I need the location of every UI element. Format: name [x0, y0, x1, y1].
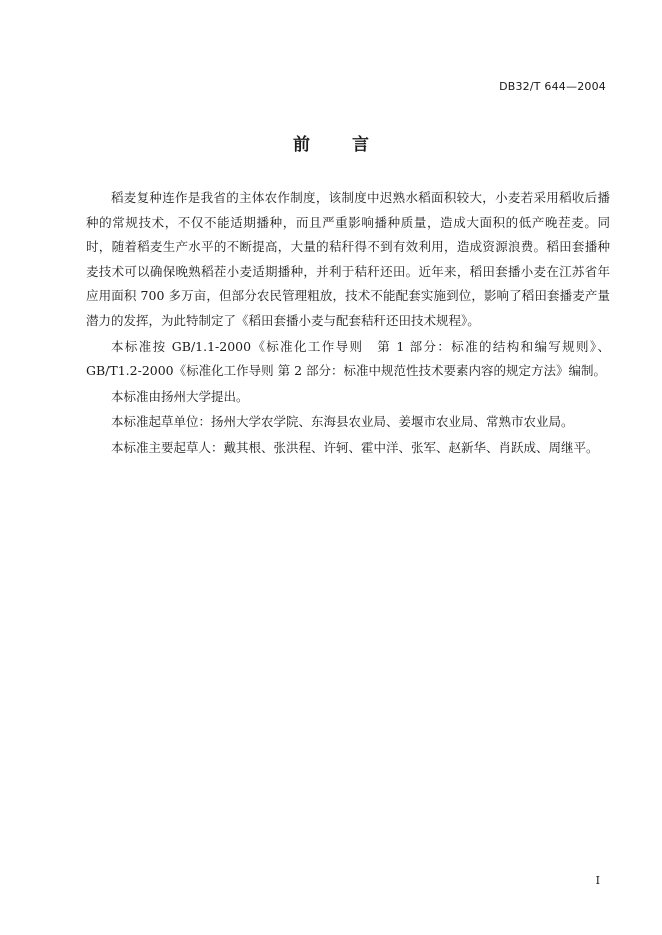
paragraph-drafting-units: 本标准起草单位：扬州大学农学院、东海县农业局、姜堰市农业局、常熟市农业局。	[111, 414, 574, 430]
paragraph-proposer: 本标准由扬州大学提出。	[111, 388, 249, 404]
paragraph-drafting-rules: 本标准按 GB/1.1-2000《标准化工作导则 第 1 部分：标准的结构和编写规则》、GB/T1.2-2000《标准化工作导则 第 2 部分：标准中规范性技术要素内容的规定方法》编制。	[86, 338, 610, 379]
paragraph-background: 稻麦复种连作是我省的主体农作制度，该制度中迟熟水稻面积较大，小麦若采用稻收后播种的常规技术，不仅不能适期播种，而且严重影响播种质量，造成大面积的低产晚茬麦。同时，随着稻麦生产水平的不断提高，大量的秸秆得不到有效利用，造成资源浪费。稻田套播种麦技术可以确保晚熟稻茬小麦适期播种，并利于秸秆还田。近年来，稻田套播小麦在江苏省年应用面积 700 多万亩，但部分农民管理粗放，技术不能配套实施到位，影响了稻田套播麦产量潜力的发挥，为此特制定了《稻田套播小麦与配套秸秆还田技术规程》。	[86, 190, 610, 328]
title-char-2: 言	[352, 135, 369, 155]
paragraph-drafters: 本标准主要起草人：戴其根、张洪程、许轲、霍中洋、张军、赵新华、肖跃成、周继平。	[111, 439, 599, 455]
page-title	[0, 130, 662, 155]
foreword-body	[86, 186, 610, 461]
document-code: DB32/T 644—2004	[499, 80, 606, 93]
title-char-1: 前	[293, 135, 310, 155]
page-number: I	[595, 874, 600, 887]
